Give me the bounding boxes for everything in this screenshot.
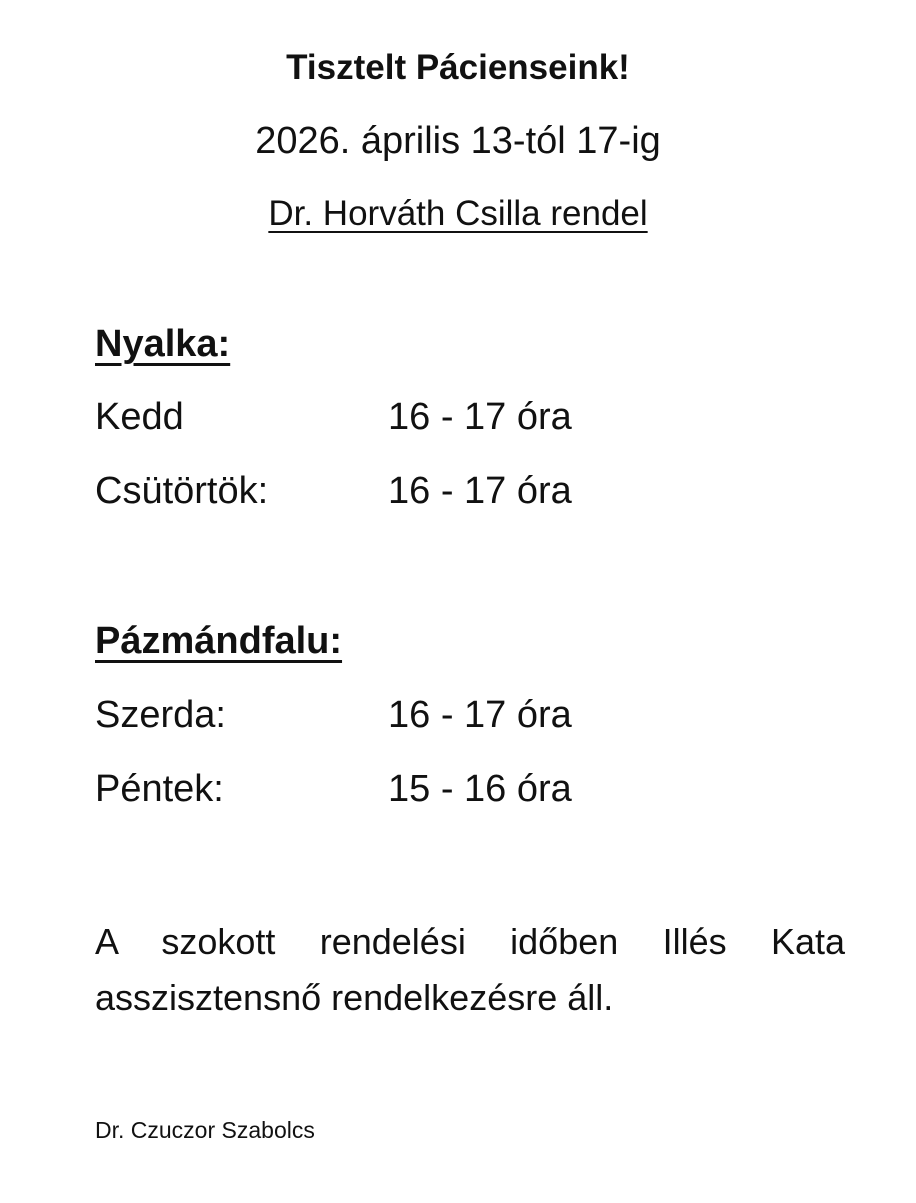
schedule-hours: 16 - 17 óra [388,396,572,438]
schedule-day: Csütörtök: [95,470,269,512]
location-heading-nyalka: Nyalka: [95,323,231,365]
location-heading-pazmandfalu: Pázmándfalu: [95,620,343,662]
assistant-note: A szokott rendelési időben Illés Kata asszisztensnő rendelkezésre áll. [95,921,845,1018]
schedule-day: Kedd [95,396,184,438]
substitute-doctor: Dr. Horváth Csilla rendel [268,194,648,233]
signature: Dr. Czuczor Szabolcs [95,1117,315,1143]
notice-title: Tisztelt Pácienseink! [286,48,630,87]
schedule-hours: 16 - 17 óra [388,694,572,736]
schedule-day: Szerda: [95,694,226,736]
date-range: 2026. április 13-tól 17-ig [255,120,661,162]
schedule-hours: 16 - 17 óra [388,470,572,512]
schedule-day: Péntek: [95,768,224,810]
schedule-hours: 15 - 16 óra [388,768,572,810]
